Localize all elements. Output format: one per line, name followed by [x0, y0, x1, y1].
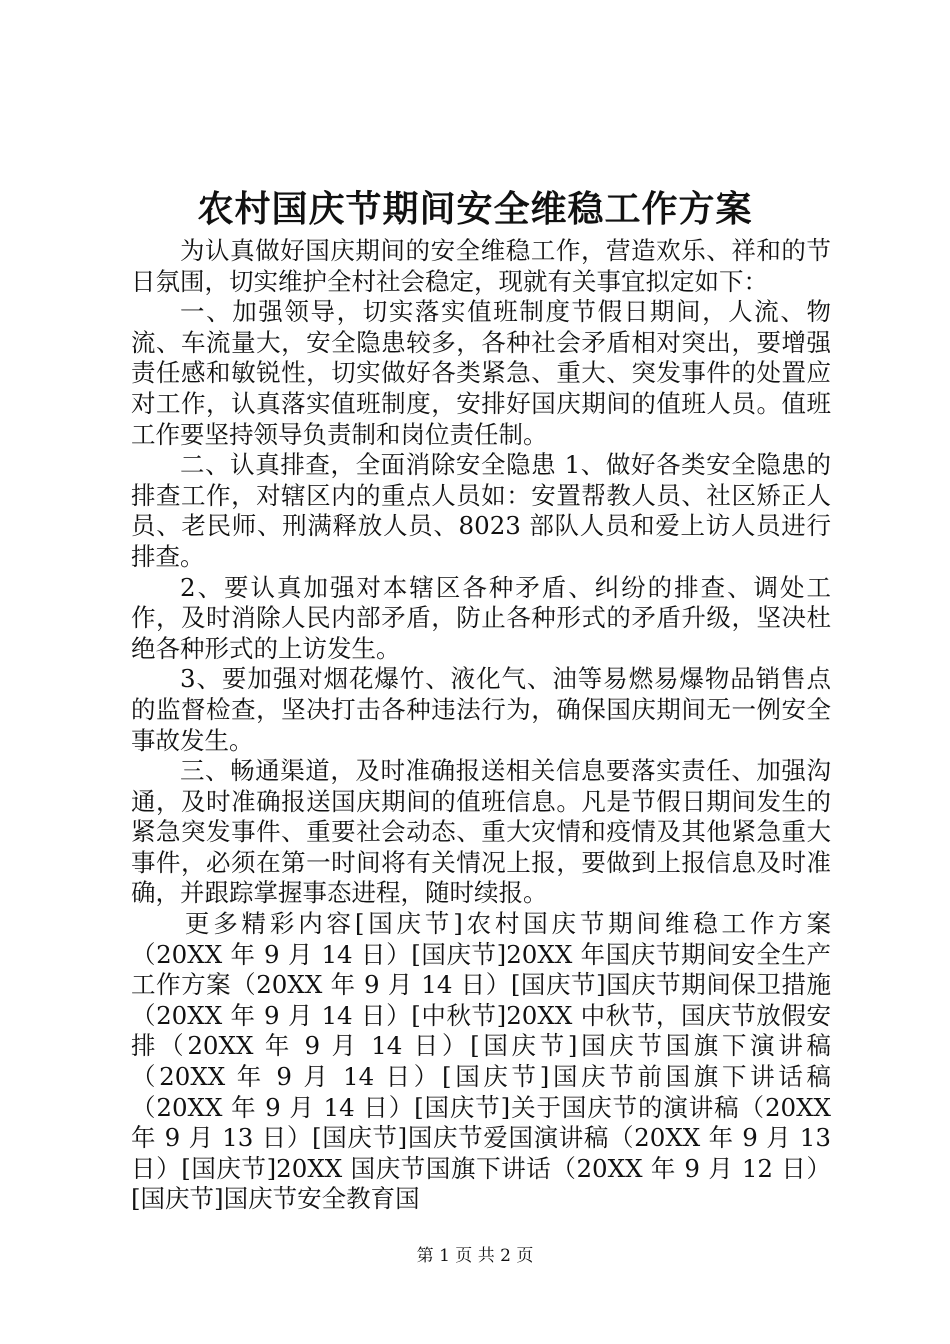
page-footer: 第 1 页 共 2 页 [416, 1246, 534, 1266]
document-body [131, 236, 831, 1215]
document-title: 农村国庆节期间安全维稳工作方案 [197, 188, 753, 230]
section-two-item-3-paragraph: 3、要加强对烟花爆竹、液化气、油等易燃易爆物品销售点的监督检查，坚决打击各种违法行为，确保国庆期间无一例安全事故发生。 [131, 664, 831, 755]
section-one-paragraph: 一、加强领导，切实落实值班制度节假日期间，人流、物流、车流量大，安全隐患较多，各种社会矛盾相对突出，要增强责任感和敏锐性，切实做好各类紧急、重大、突发事件的处置应对工作，认真落实值班制度，安排好国庆期间的值班人员。值班工作要坚持领导负责制和岗位责任制。 [131, 297, 831, 449]
section-two-paragraph: 二、认真排查，全面消除安全隐患 1、做好各类安全隐患的排查工作，对辖区内的重点人员如：安置帮教人员、社区矫正人员、老民师、刑满释放人员、8023 部队人员和爱上访人员进行排查。 [131, 450, 831, 571]
section-two-item-2-paragraph: 2、要认真加强对本辖区各种矛盾、纠纷的排查、调处工作，及时消除人民内部矛盾，防止各种形式的矛盾升级，坚决杜绝各种形式的上访发生。 [131, 572, 831, 663]
more-content-paragraph: 更多精彩内容[国庆节]农村国庆节期间维稳工作方案（20XX 年 9 月 14 日）[国庆节]20XX 年国庆节期间安全生产工作方案（20XX 年 9 月 14 日）[国庆节]国庆节期间保卫措施（20XX 年 9 月 14 日）[中秋节]20XX 中秋节，国庆节放假安排（20XX 年 9 月 14 日）[国庆节]国庆节国旗下演讲稿（20XX 年 9 月 14 日）[国庆节]国庆节前国旗下讲话稿（20XX 年 9 月 14 日）[国庆节]关于国庆节的演讲稿（20XX 年 9 月 13 日）[国庆节]国庆节爱国演讲稿（20XX 年 9 月 13 日）[国庆节]20XX 国庆节国旗下讲话（20XX 年 9 月 12 日）[国庆节]国庆节安全教育国 [131, 909, 831, 1214]
section-three-paragraph: 三、畅通渠道，及时准确报送相关信息要落实责任、加强沟通，及时准确报送国庆期间的值班信息。凡是节假日期间发生的紧急突发事件、重要社会动态、重大灾情和疫情及其他紧急重大事件，必须在第一时间将有关情况上报，要做到上报信息及时准确，并跟踪掌握事态进程，随时续报。 [131, 756, 831, 908]
intro-paragraph: 为认真做好国庆期间的安全维稳工作，营造欢乐、祥和的节日氛围，切实维护全村社会稳定，现就有关事宜拟定如下： [131, 236, 831, 296]
